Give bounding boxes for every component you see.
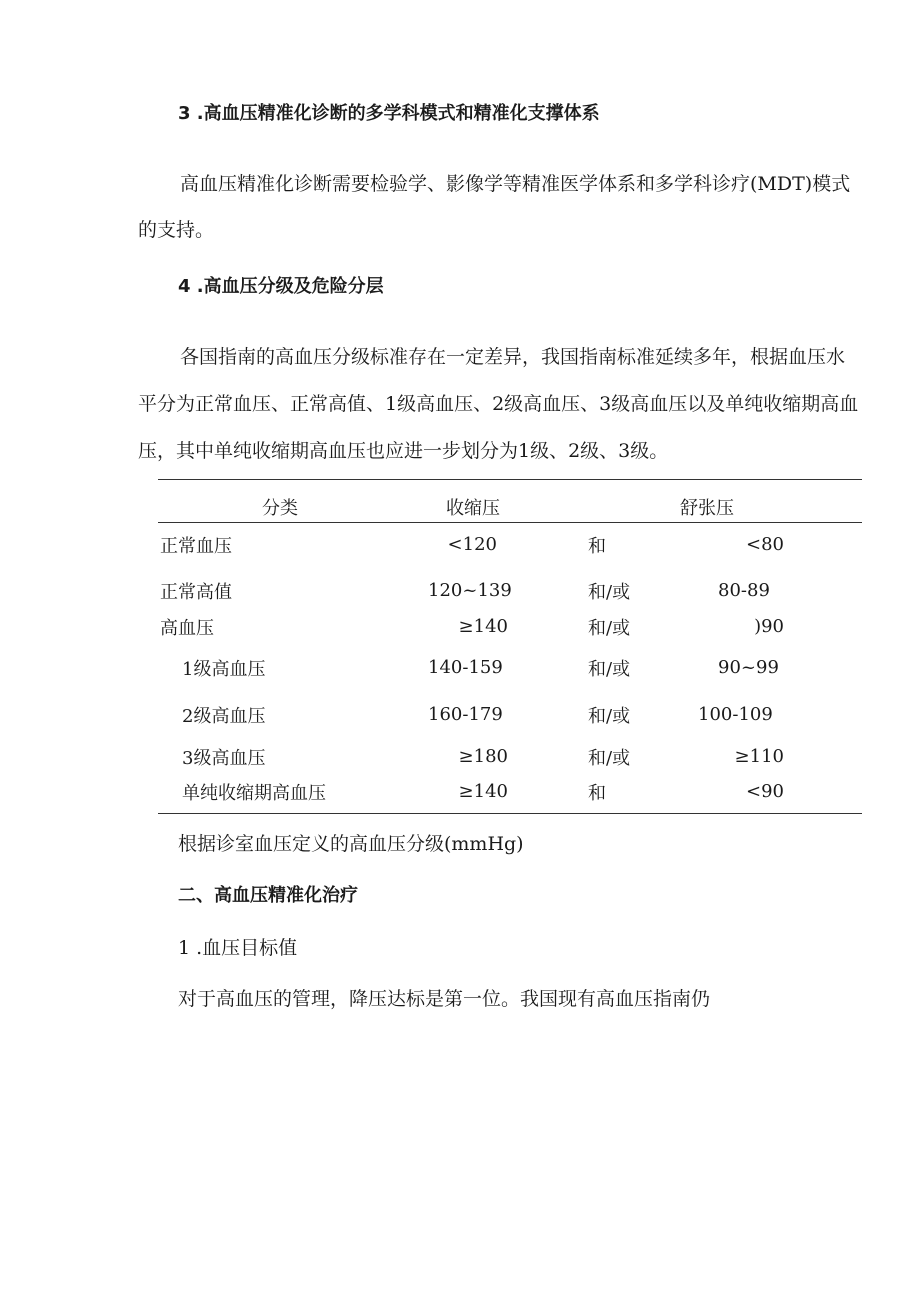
section-two-paragraph: 对于高血压的管理，降压达标是第一位。我国现有高血压指南仍 [178,988,711,1010]
row-conjunction: 和/或 [588,748,631,769]
table-top-rule [158,479,862,480]
row-systolic: ≥140 [458,781,508,802]
header-systolic: 收缩压 [446,498,500,519]
row-category: 单纯收缩期高血压 [182,783,326,804]
subsection-heading: 1 .血压目标值 [178,937,298,959]
row-conjunction: 和/或 [588,582,631,603]
section-two-heading: 二、高血压精准化治疗 [178,885,358,906]
section3-paragraph-line1: 高血压精准化诊断需要检验学、影像学等精准医学体系和多学科诊疗(MDT)模式 [180,173,851,195]
row-systolic: 120~139 [428,580,512,601]
row-systolic: 160-179 [428,704,503,725]
row-category: 2级高血压 [182,706,266,727]
row-diastolic: 80-89 [718,580,770,601]
row-category: 正常血压 [160,536,232,557]
table-bottom-rule [158,813,862,814]
table-header-rule [158,522,862,523]
row-diastolic: 90~99 [718,657,779,678]
row-category: 高血压 [160,618,214,639]
row-conjunction: 和/或 [588,706,631,727]
row-diastolic: )90 [754,616,784,637]
row-diastolic: <80 [746,534,784,555]
header-diastolic: 舒张压 [680,498,734,519]
table-caption: 根据诊室血压定义的高血压分级(mmHg) [178,833,524,855]
row-conjunction: 和/或 [588,659,631,680]
row-conjunction: 和 [588,783,606,804]
row-conjunction: 和/或 [588,618,631,639]
row-systolic: ≥180 [458,746,508,767]
section4-heading: 4 .高血压分级及危险分层 [178,276,384,297]
row-systolic: 140-159 [428,657,503,678]
section4-paragraph-line3: 压，其中单纯收缩期高血压也应进一步划分为1级、2级、3级。 [138,440,669,462]
section3-paragraph-line2: 的支持。 [138,219,215,241]
section4-paragraph-line2: 平分为正常血压、正常高值、1级高血压、2级高血压、3级高血压以及单纯收缩期高血 [138,393,859,415]
row-systolic: ≥140 [458,616,508,637]
row-diastolic: ≥110 [734,746,784,767]
row-category: 3级高血压 [182,748,266,769]
section3-heading: 3 .高血压精准化诊断的多学科模式和精准化支撑体系 [178,103,600,124]
row-systolic: <120 [447,534,497,555]
section4-paragraph-line1: 各国指南的高血压分级标准存在一定差异，我国指南标准延续多年，根据血压水 [180,346,846,368]
row-diastolic: 100-109 [698,704,773,725]
row-category: 1级高血压 [182,659,266,680]
header-category: 分类 [262,498,298,519]
row-conjunction: 和 [588,536,606,557]
row-diastolic: <90 [746,781,784,802]
row-category: 正常高值 [160,582,232,603]
